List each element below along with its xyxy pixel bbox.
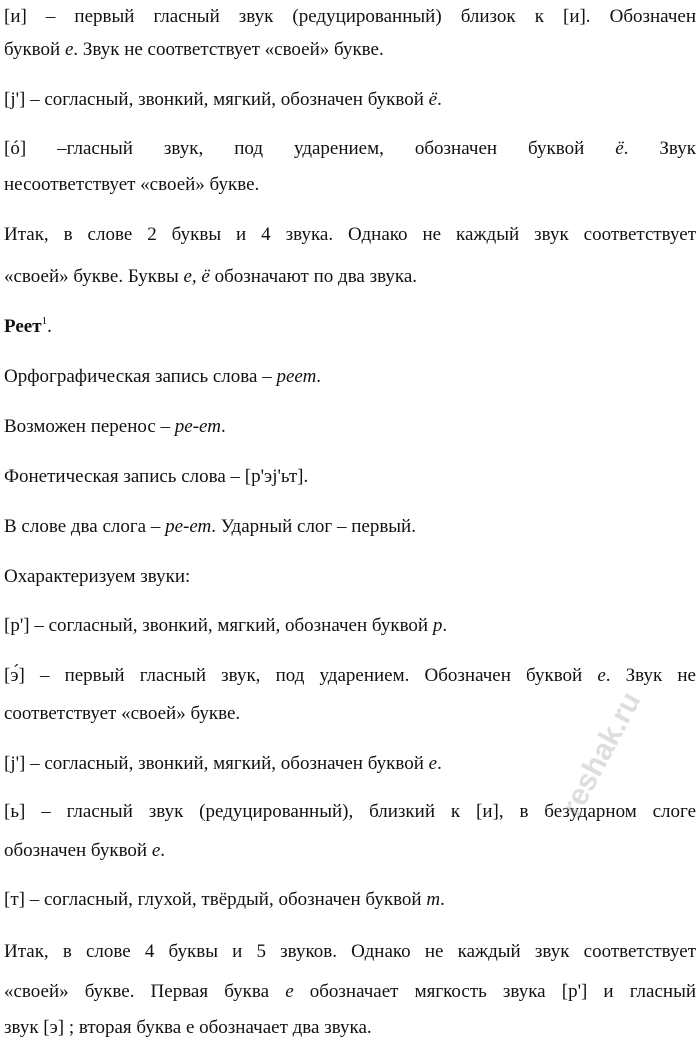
summary-reet-line2: «своей» букве. Первая буква е обозначает мягкость звука [р'] и гласный xyxy=(4,981,696,1002)
paragraph-sound-i-line2: буквой е. Звук не соответствует «своей» букве. xyxy=(4,39,384,60)
summary-ee-line1: Итак, в слове 2 буквы и 4 звука. Однако не каждый звук соответствует xyxy=(4,224,696,245)
paragraph-sound-j: [j'] – согласный, звонкий, мягкий, обозначен буквой ё. xyxy=(4,89,442,110)
sound-e-stressed-line2: соответствует «своей» букве. xyxy=(4,703,241,724)
footnote-marker: 1 xyxy=(41,315,48,327)
characterize-sounds: Охарактеризуем звуки: xyxy=(4,566,191,587)
sound-t: [т] – согласный, глухой, твёрдый, обозначен буквой т. xyxy=(4,889,445,910)
sound-e-stressed-line1: [э́] – первый гласный звук, под ударением. Обозначен буквой е. Звук не xyxy=(4,665,696,686)
summary-reet-line3: звук [э] ; вторая буква е обозначает два звука. xyxy=(4,1017,372,1038)
watermark: reshak.ru xyxy=(555,686,648,822)
syllables: В слове два слога – ре-ет. Ударный слог – первый. xyxy=(4,516,416,537)
paragraph-sound-o-line1: [ó] –гласный звук, под ударением, обозначен буквой ё. Звук xyxy=(4,138,696,159)
paragraph-sound-i-line1: [и] – первый гласный звук (редуцированный) близок к [и]. Обозначен xyxy=(4,6,696,27)
sound-r: [р'] – согласный, звонкий, мягкий, обозначен буквой р. xyxy=(4,615,448,636)
sound-reduced-line2: обозначен буквой е. xyxy=(4,840,166,861)
summary-reet-line1: Итак, в слове 4 буквы и 5 звуков. Однако не каждый звук соответствует xyxy=(4,941,696,962)
word-heading: Реет$^1$. xyxy=(4,315,52,337)
summary-ee-line2: «своей» букве. Буквы е, ё обозначают по два звука. xyxy=(4,266,418,287)
hyphenation: Возможен перенос – ре-ет. xyxy=(4,416,226,437)
phonetic-record: Фонетическая запись слова – [р'эj'ьт]. xyxy=(4,466,309,487)
orthographic-record: Орфографическая запись слова – реет. xyxy=(4,366,322,387)
sound-j-second: [j'] – согласный, звонкий, мягкий, обозначен буквой е. xyxy=(4,753,442,774)
sound-reduced-line1: [ь] – гласный звук (редуцированный), близкий к [и], в безударном слоге xyxy=(4,801,696,822)
paragraph-sound-o-line2: несоответствует «своей» букве. xyxy=(4,174,260,195)
